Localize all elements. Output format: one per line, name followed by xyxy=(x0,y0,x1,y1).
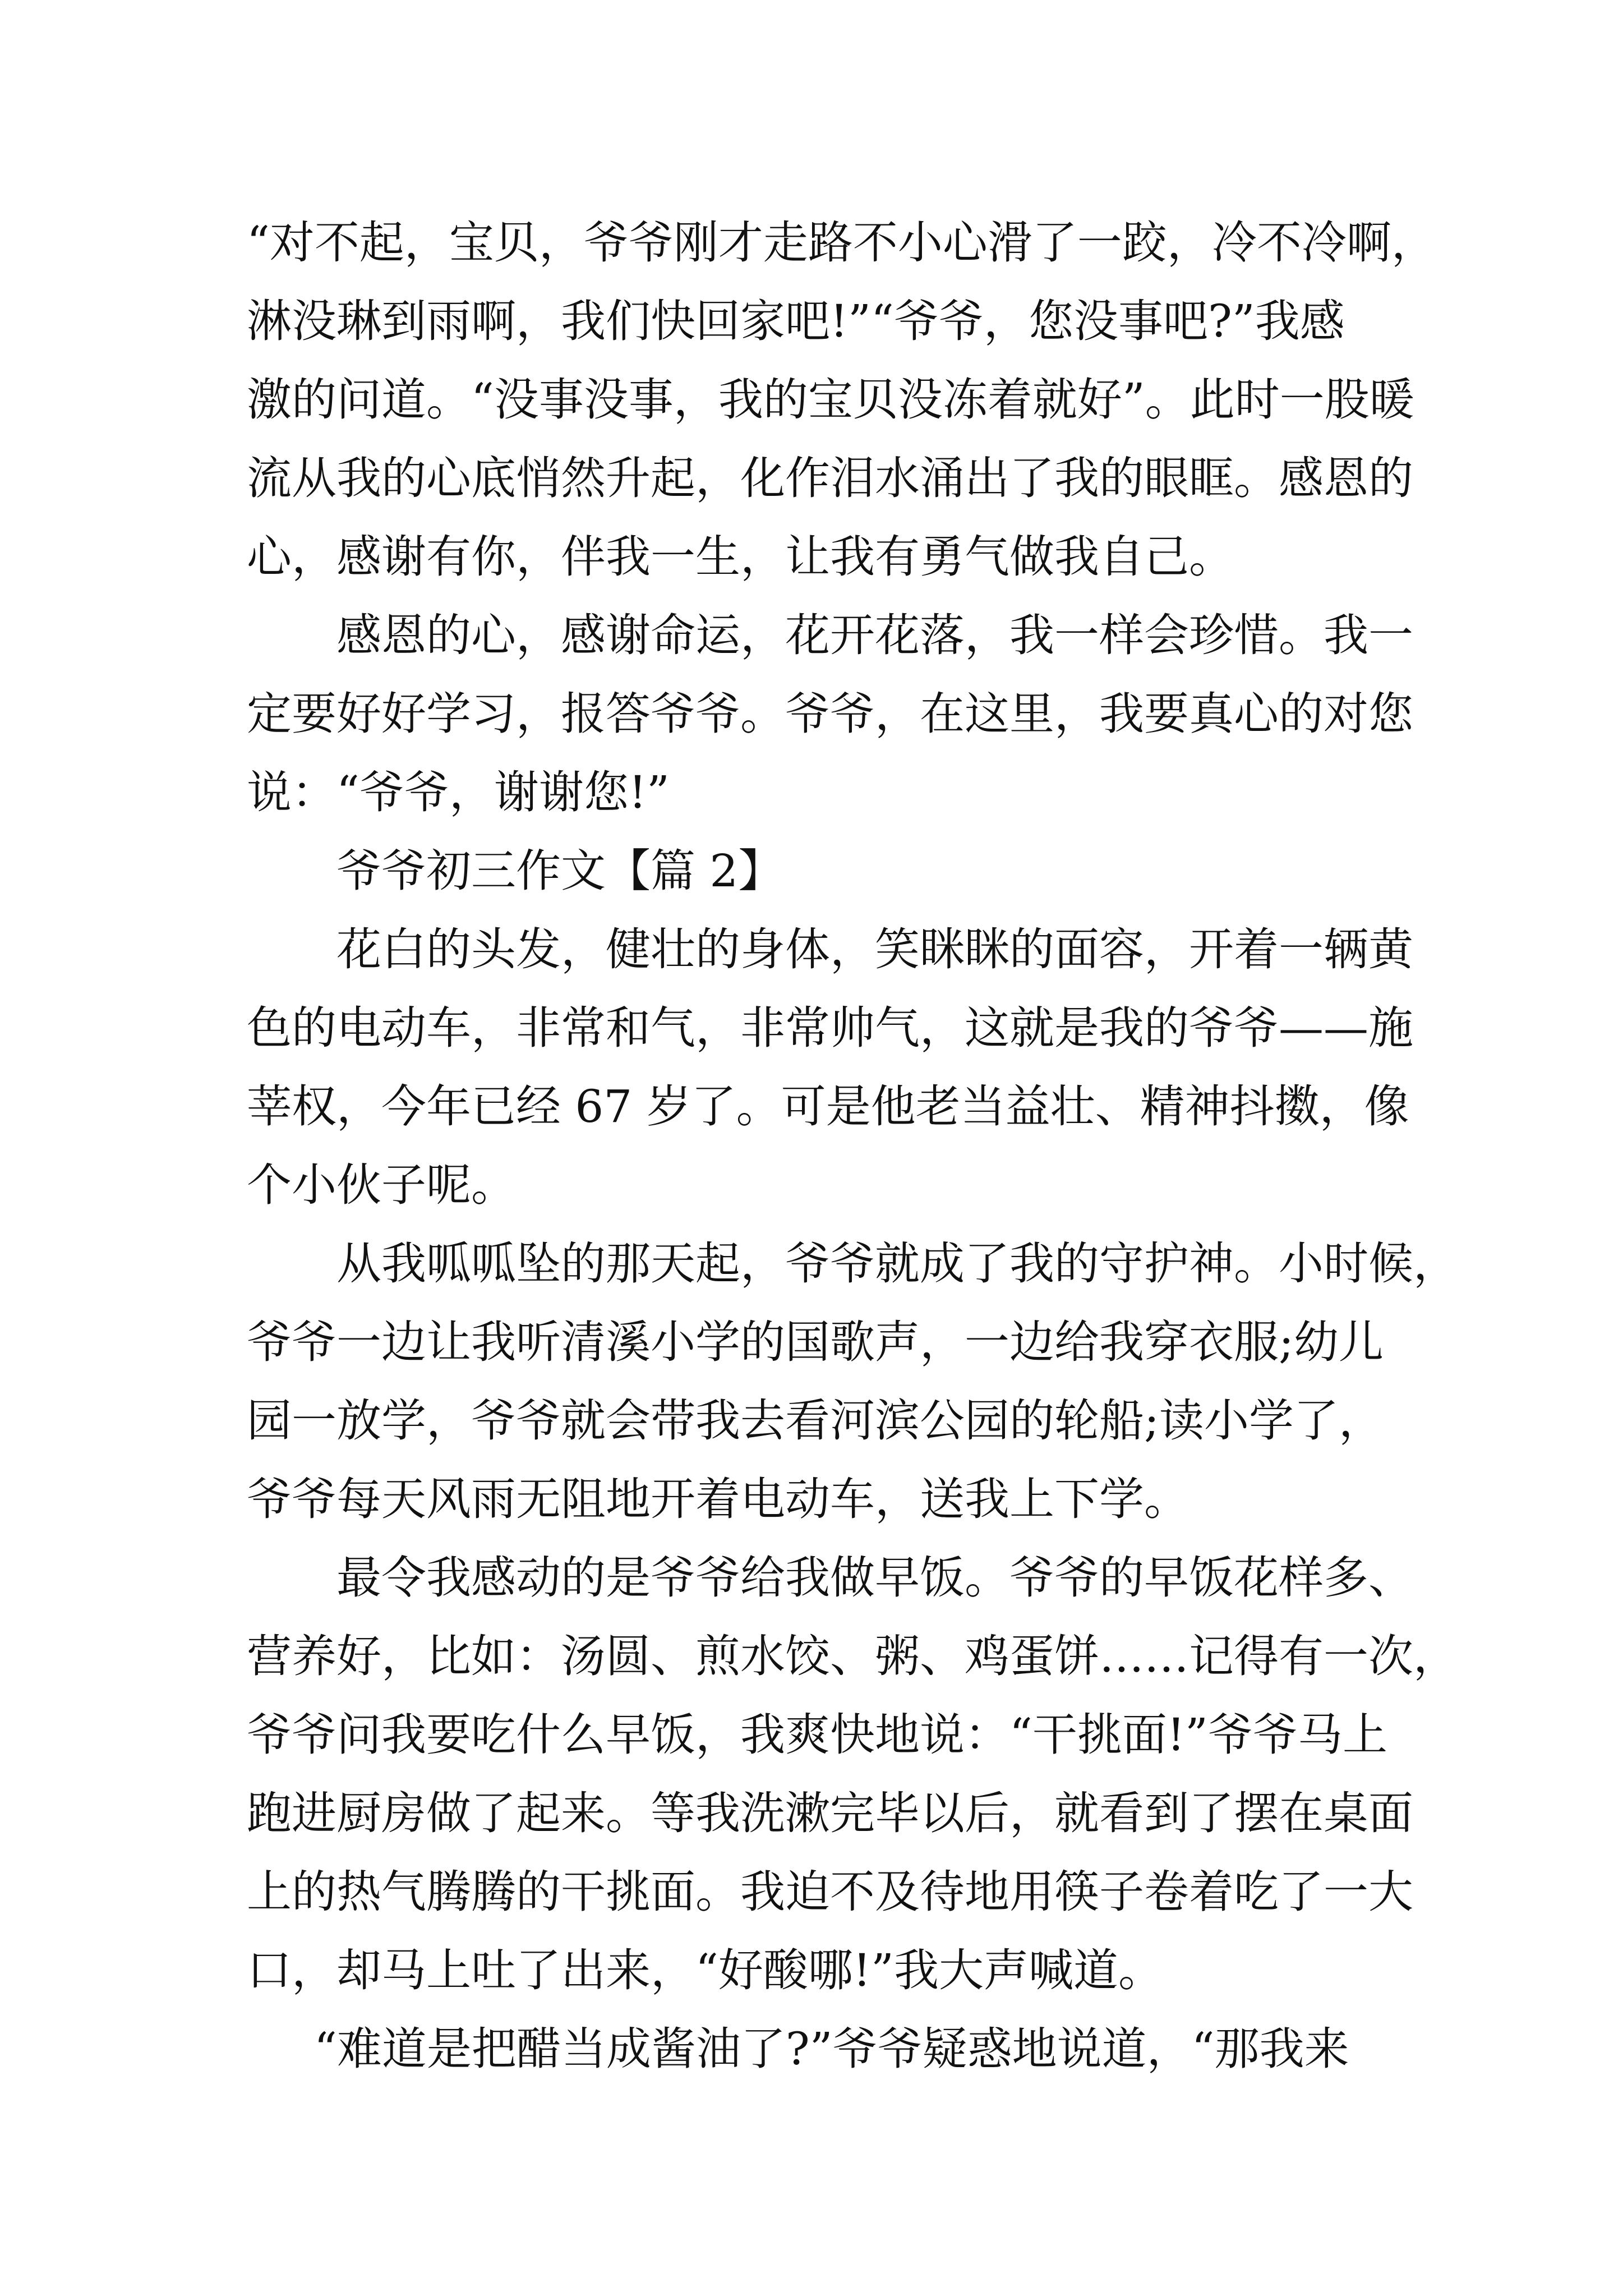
text-line: 激的问道。“没事没事，我的宝贝没冻着就好”。此时一股暖 xyxy=(247,374,1414,426)
text-line: 定要好好学习，报答爷爷。爷爷，在这里，我要真心的对您 xyxy=(247,688,1413,740)
text-line: 淋没琳到雨啊，我们快回家吧!”“爷爷，您没事吧?”我感 xyxy=(247,295,1345,347)
text-line: 口，却马上吐了出来，“好酸哪!”我大声喊道。 xyxy=(247,1944,1163,1996)
text-line: 园一放学，爷爷就会带我去看河滨公园的轮船;读小学了， xyxy=(247,1395,1384,1447)
text-line: 爷爷一边让我听清溪小学的国歌声，一边给我穿衣服;幼儿 xyxy=(247,1316,1384,1368)
text-line: 心，感谢有你，伴我一生，让我有勇气做我自己。 xyxy=(247,531,1234,583)
text-line: 流从我的心底悄然升起，化作泪水涌出了我的眼眶。感恩的 xyxy=(247,452,1413,504)
text-line: 爷爷每天风雨无阻地开着电动车，送我上下学。 xyxy=(247,1473,1189,1525)
text-line: “难道是把醋当成酱油了?”爷爷疑惑地说道，“那我来 xyxy=(314,2023,1349,2075)
text-line: 花白的头发，健壮的身体，笑眯眯的面容，开着一辆黄 xyxy=(336,923,1413,976)
text-line: 从我呱呱坠的那天起，爷爷就成了我的守护神。小时候， xyxy=(336,1237,1458,1290)
text-line: 营养好，比如：汤圆、煎水饺、粥、鸡蛋饼……记得有一次， xyxy=(247,1630,1458,1682)
text-line: 爷爷问我要吃什么早饭，我爽快地说：“干挑面!”爷爷马上 xyxy=(247,1709,1387,1761)
text-line: “对不起，宝贝，爷爷刚才走路不小心滑了一跤，冷不冷啊， xyxy=(247,217,1436,269)
text-line: 个小伙子呢。 xyxy=(247,1159,516,1211)
text-line: 跑进厨房做了起来。等我洗漱完毕以后，就看到了摆在桌面 xyxy=(247,1787,1413,1839)
text-line: 最令我感动的是爷爷给我做早饭。爷爷的早饭花样多、 xyxy=(336,1552,1413,1604)
section-heading: 爷爷初三作文【篇 2】 xyxy=(336,845,783,897)
text-line: 莘权，今年已经 67 岁了。可是他老当益壮、精神抖擞，像 xyxy=(247,1080,1409,1133)
text-line: 色的电动车，非常和气，非常帅气，这就是我的爷爷——施 xyxy=(247,1002,1413,1054)
text-line: 上的热气腾腾的干挑面。我迫不及待地用筷子卷着吃了一大 xyxy=(247,1866,1413,1918)
text-line: 感恩的心，感谢命运，花开花落，我一样会珍惜。我一 xyxy=(336,609,1413,661)
text-line: 说：“爷爷，谢谢您!” xyxy=(247,766,670,818)
